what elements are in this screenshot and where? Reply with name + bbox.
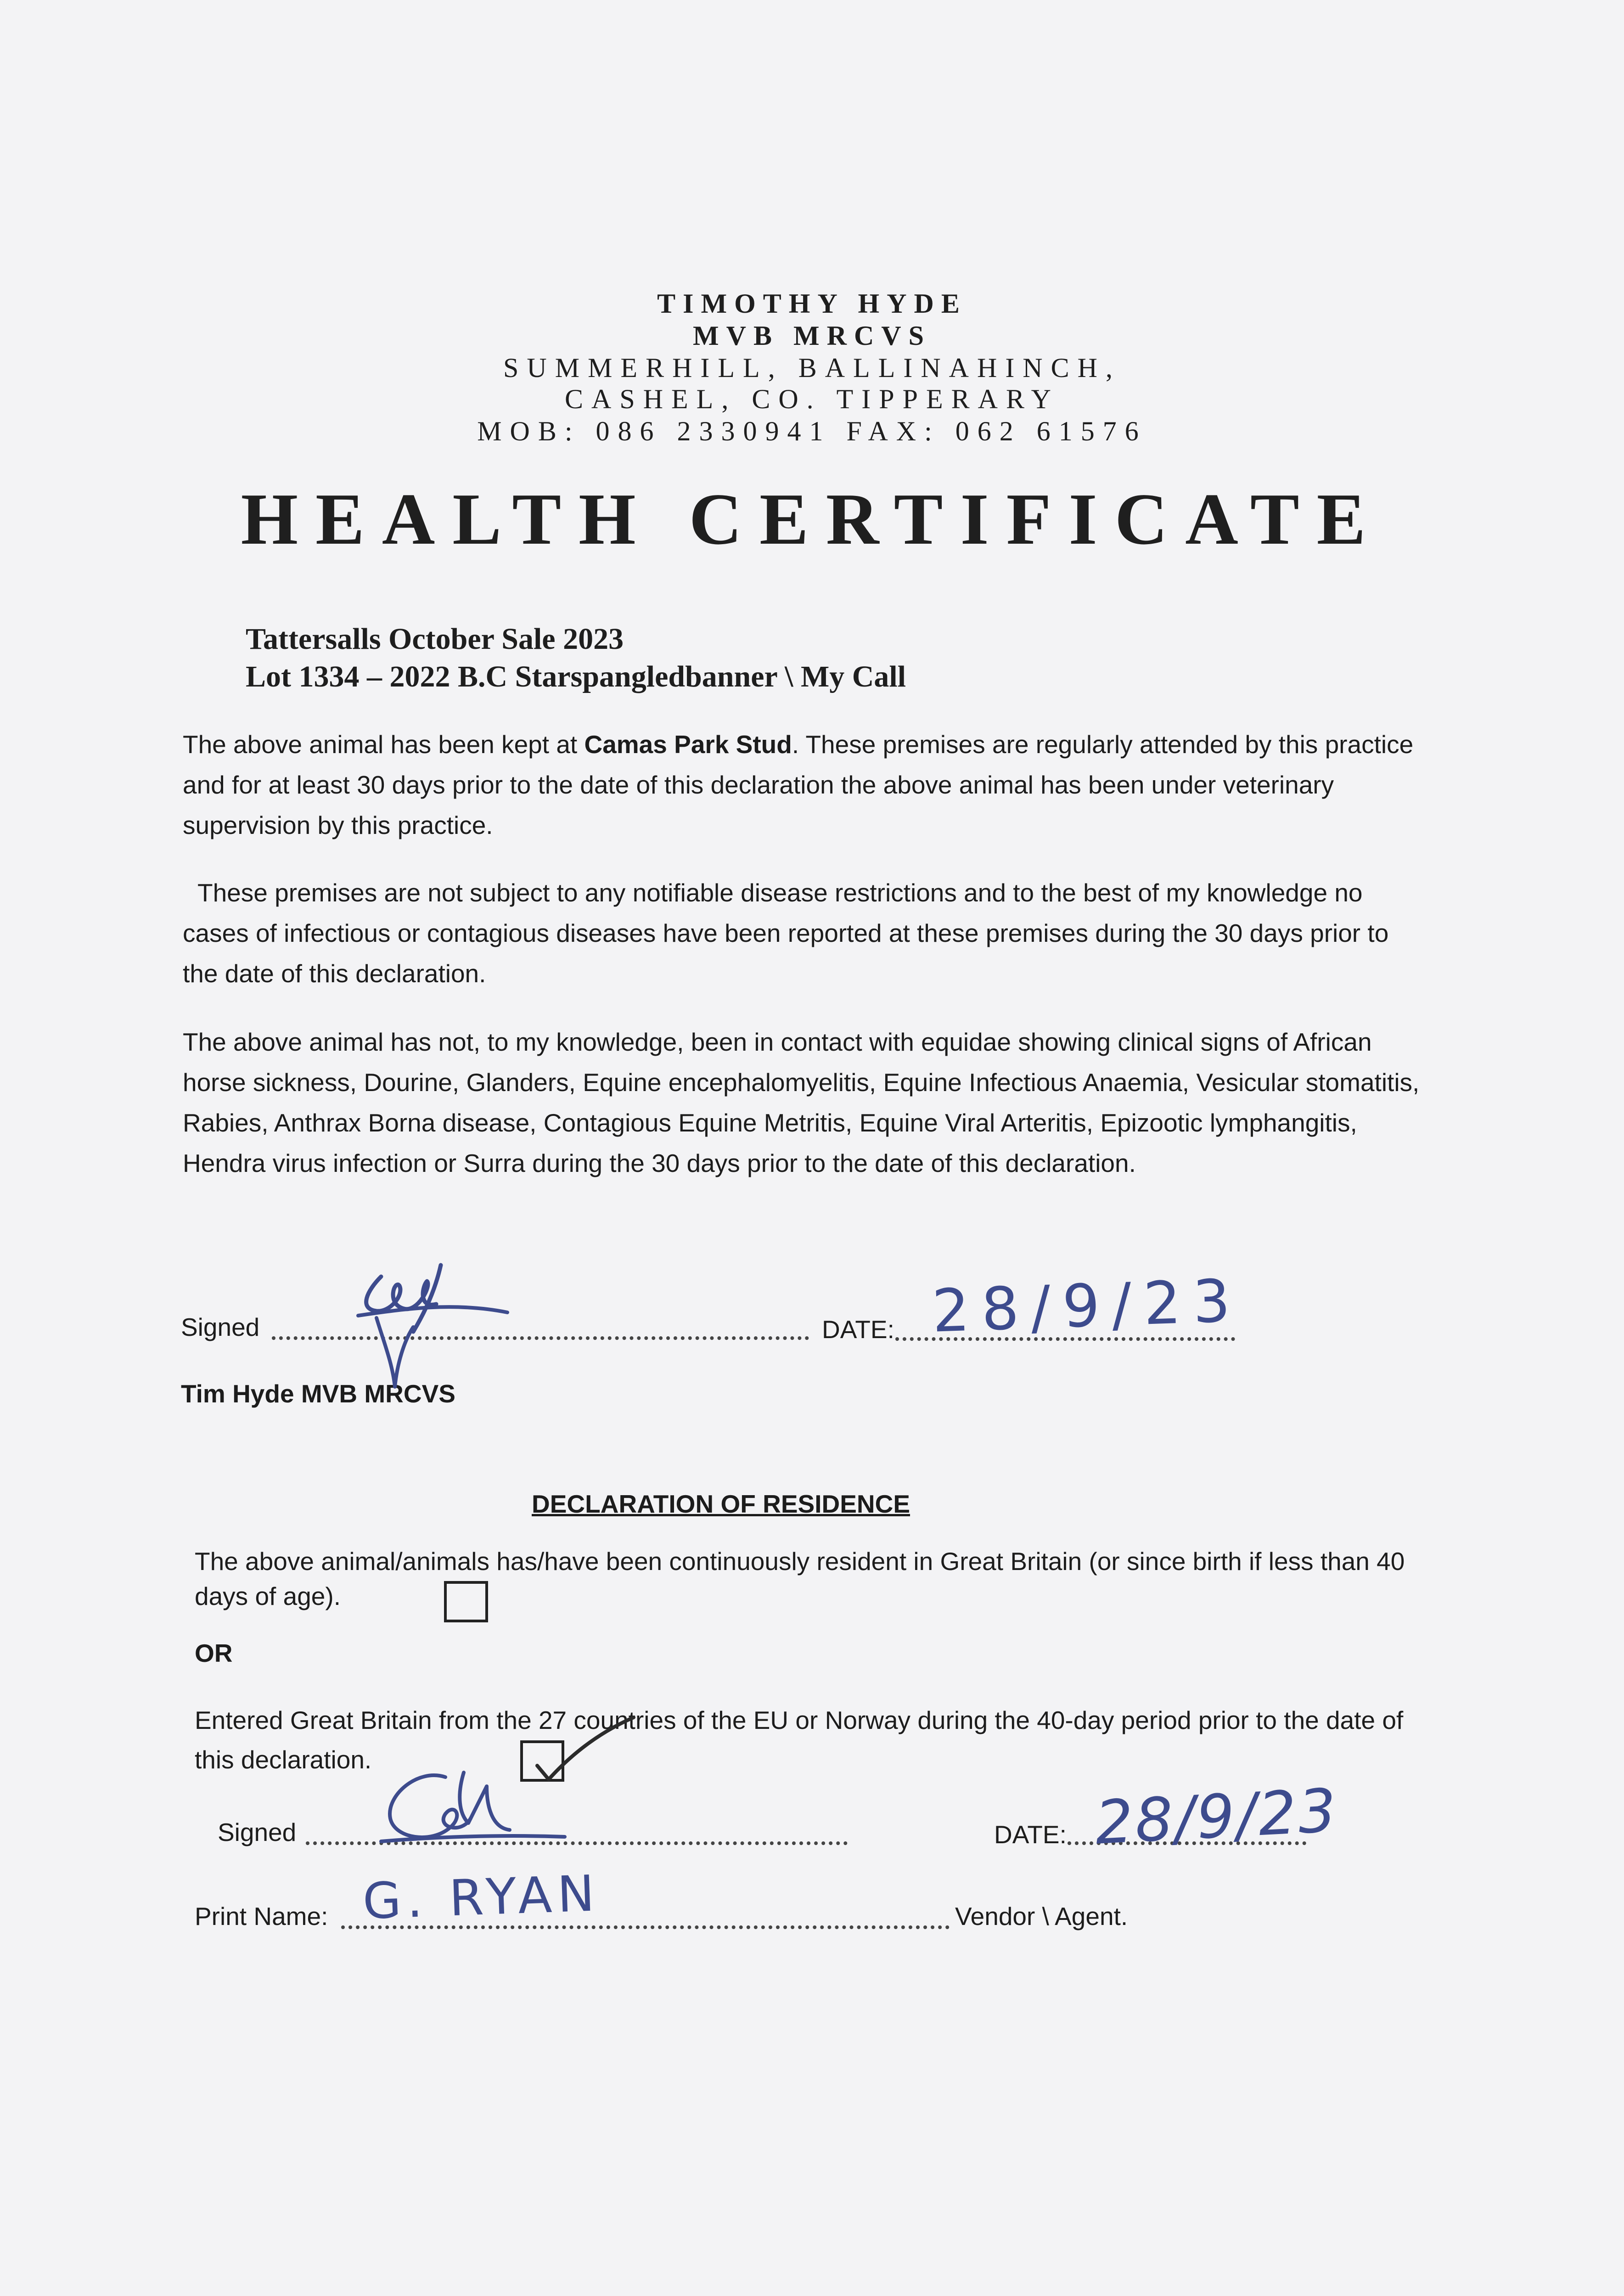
- paragraph-disease-contact: The above animal has not, to my knowledge, been in contact with equidae showing clinical signs of African horse sickness, Dourine, Glanders, Equine encephalomyelitis, Equine Infectious Anaemia, Vesicular stomatitis, Rabies, Anthrax Borna disease, Contagious Equine Metritis, Equine Viral Arteritis, Epizootic lymphangitis, Hendra virus infection or Surra during the 30 days prior to the date of this declaration.: [183, 1028, 1420, 1177]
- letterhead-address-line-2: CASHEL, CO. TIPPERARY: [564, 384, 1060, 414]
- vet-name: Tim Hyde MVB MRCVS: [181, 1379, 455, 1408]
- vet-signature: [349, 1258, 523, 1396]
- residence-option-1-checkbox[interactable]: [444, 1581, 488, 1622]
- vendor-signed-label: Signed: [218, 1818, 297, 1846]
- vet-date-label: DATE:: [822, 1315, 894, 1344]
- print-name-label: Print Name:: [195, 1902, 328, 1930]
- residence-option-2-text: Entered Great Britain from the 27 countries of the EU or Norway during the 40-day period prior to the date of this declaration.: [195, 1706, 1404, 1774]
- paragraph-premises-end: . These premises are regularly attended by this practice and for at least 30 days prior to the date of this declaration the above animal has been under veterinary supervision by this practice.: [183, 730, 1414, 839]
- lot-description: Lot 1334 – 2022 B.C Starspangledbanner \ My Call: [246, 660, 906, 693]
- vendor-signature: [376, 1759, 569, 1864]
- residence-option-1: [195, 1544, 1416, 1614]
- stud-name: Camas Park Stud: [584, 730, 792, 759]
- residence-option-1-text: The above animal/animals has/have been continuously resident in Great Britain (or since birth if less than 40 days of age).: [195, 1547, 1405, 1610]
- print-name-handwritten: G. RYAN: [361, 1865, 601, 1930]
- letterhead-address-line-1: SUMMERHILL, BALLINAHINCH,: [503, 353, 1121, 383]
- vendor-date-handwritten: 28/9/23: [1093, 1775, 1340, 1858]
- vet-signed-label: Signed: [181, 1313, 260, 1341]
- residence-heading: DECLARATION OF RESIDENCE: [532, 1490, 910, 1518]
- letterhead-qualifications: MVB MRCVS: [693, 321, 931, 351]
- vet-date-handwritten: 28/9/23: [931, 1266, 1243, 1346]
- paragraph-premises: [183, 724, 1422, 845]
- document-title: HEALTH CERTIFICATE: [241, 478, 1383, 560]
- letterhead-phone-fax: MOB: 086 2330941 FAX: 062 61576: [477, 416, 1147, 446]
- vendor-agent-label: Vendor \ Agent.: [955, 1902, 1128, 1930]
- vendor-date-label: DATE:: [994, 1820, 1067, 1849]
- paragraph-restrictions: These premises are not subject to any notifiable disease restrictions and to the best of my knowledge no cases of infectious or contagious diseases have been reported at these premises during the 30 days prior to the date of this declaration.: [183, 878, 1389, 988]
- sale-name: Tattersalls October Sale 2023: [246, 622, 624, 656]
- paragraph-premises-start: The above animal has been kept at: [183, 730, 584, 759]
- or-label: OR: [195, 1639, 233, 1667]
- letterhead-name: TIMOTHY HYDE: [657, 288, 967, 319]
